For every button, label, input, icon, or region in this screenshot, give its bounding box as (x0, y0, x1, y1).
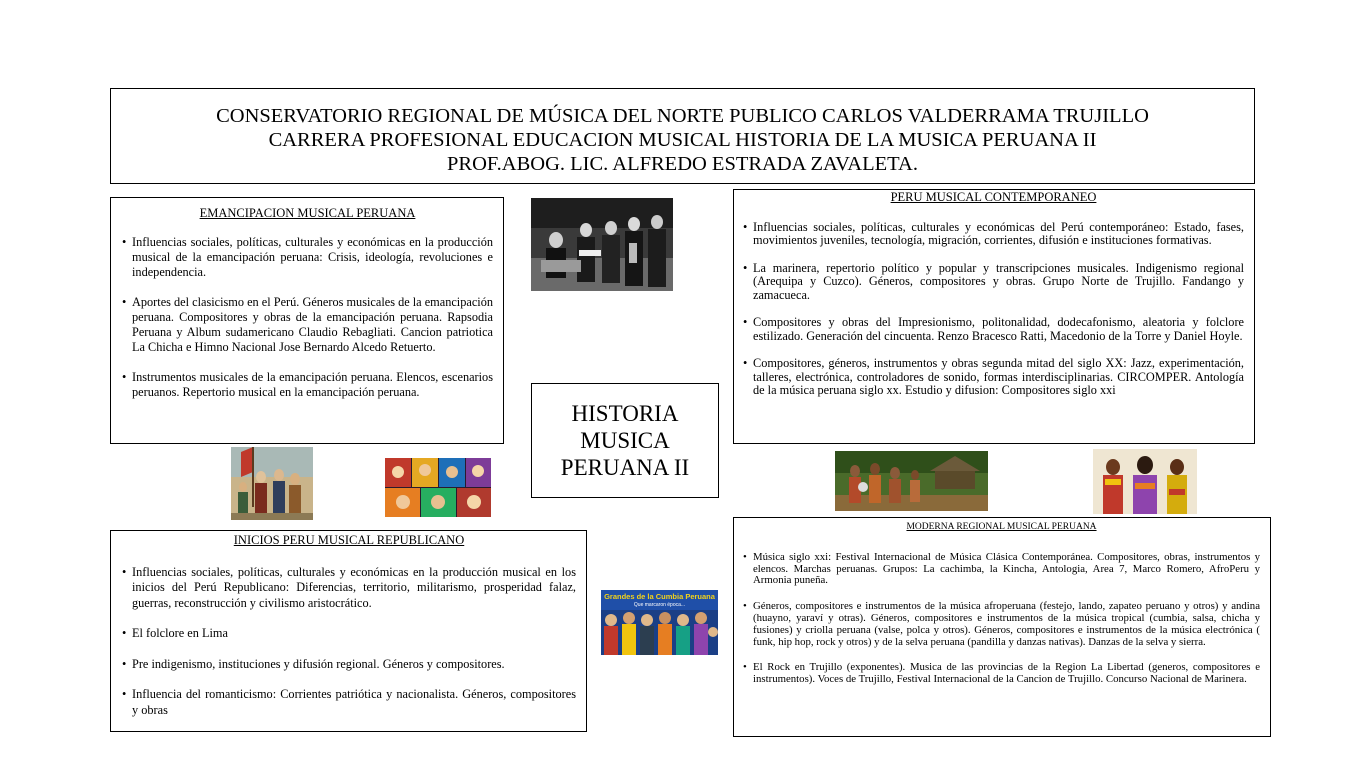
list-item: • Géneros, compositores e instrumentos de la música afroperuana (festejo, lando, zapateo peruano y otros) y andina (huayno, yaraví y otras). Géneros, compositores e instrumentos de la música tropical (cumbia, salsa, chicha y fusiones) y criolla peruana (valse, polca y otros). Géneros, compositores e instrumentos de la música electrónica ( funk, hip hop, rock y otros) y de la selva peruana (pandilla y danzas nativas). Danzas de la selva y sierra. (743, 601, 1260, 648)
list-item: • Influencias sociales, políticas, culturales y económicas del Perú contemporáneo: Estado, fases, movimientos juveniles, tecnología, migración, corrientes, difusión e instituciones formativas. (743, 221, 1244, 248)
header-box (110, 88, 1255, 184)
list-item: • Influencia del romanticismo: Corrientes patriótica y nacionalista. Géneros, compositores y obras (122, 687, 576, 718)
emancipacion-title: EMANCIPACION MUSICAL PERUANA (199, 206, 416, 220)
moderna-section (733, 517, 1271, 737)
music-collage (385, 458, 491, 517)
header-line-2: CARRERA PROFESIONAL EDUCACION MUSICAL HISTORIA DE LA MUSICA PERUANA II (268, 129, 1097, 151)
moderna-title: MODERNA REGIONAL MUSICAL PERUANA (906, 522, 1097, 532)
inicios-section (110, 530, 587, 732)
cumbia-album-subtitle: Que marcaron época... (633, 602, 686, 608)
list-item: • Instrumentos musicales de la emancipación peruana. Elencos, escenarios peruanos. Repertorio musical en la emancipación peruana. (122, 370, 493, 400)
list-item: • La marinera, repertorio político y popular y transcripciones musicales. Indigenismo regional (Arequipa y Cuzco). Géneros, compositores y obras. Grupo Norte de Trujillo. Fandango y zamacueca. (743, 262, 1244, 303)
list-item: • Compositores y obras del Impresionismo, politonalidad, dodecafonismo, aleatoria y folclore estilizado. Generación del cincuenta. Renzo Bracesco Ratti, Macedonio de la Torre y Daniel Hoyle. (743, 316, 1244, 343)
contemporaneo-section (733, 189, 1255, 444)
list-item: • Música siglo xxi: Festival Internacional de Música Clásica Contemporánea. Compositores, obras, instrumentos y elencos. Marchas peruanas. Grupos: La cachimba, la Kincha, Antologia, Area 7, Marco Romero, AfroPeru y Armonia puneña. (743, 552, 1260, 587)
center-title-box (531, 383, 719, 498)
singers-photo (1093, 449, 1197, 514)
header-line-3: PROF.ABOG. LIC. ALFREDO ESTRADA ZAVALETA. (447, 153, 918, 175)
center-title-line-2: MUSICA (580, 428, 670, 453)
center-title-line-1: HISTORIA (571, 401, 679, 426)
list-item: • Aportes del clasicismo en el Perú. Géneros musicales de la emancipación peruana. Compositores y obras de la emancipación peruana. Rapsodia Peruana y Album sudamericano Claudio Rebagliati. Cancion patriotica La Chicha e Himno Nacional Jose Bernardo Alcedo Retuerto. (122, 295, 493, 355)
list-item: • Compositores, géneros, instrumentos y obras segunda mitad del siglo XX: Jazz, experimentación, talleres, electrónica, controladores de sonido, formas interdisciplinarias. CIRCOMPER. Antología de la música peruana siglo xx. Estudio y difusion: Compositores siglo xxi (743, 357, 1244, 398)
list-item: • El Rock en Trujillo (exponentes). Musica de las provincias de la Region La Libertad (generos, compositores e instrumentos). Voces de Trujillo, Festival Internacional de la Cancion de Trujillo. Concurso Nacional de Marinera. (743, 662, 1260, 686)
emancipacion-section (110, 197, 504, 444)
contemporaneo-title: PERU MUSICAL CONTEMPORANEO (890, 190, 1097, 204)
cumbia-album-title: Grandes de la Cumbia Peruana (604, 592, 715, 601)
list-item: • Influencias sociales, políticas, culturales y económicas en la producción musical en los inicios del Perú Republicano: Diferencias, territorio, militarismo, prosperidad falaz, guerras, reconstrucción y civilismo aristocrático. (122, 565, 576, 612)
list-item: • Influencias sociales, políticas, culturales y económicas en la producción musical de la emancipación peruana: Crisis, ideología, revoluciones e independencia. (122, 235, 493, 280)
list-item: • El folclore en Lima (122, 626, 576, 642)
inicios-title: INICIOS PERU MUSICAL REPUBLICANO (233, 533, 465, 547)
band-photo (531, 198, 673, 291)
independence-painting (231, 447, 313, 520)
center-title-line-3: PERUANA II (560, 455, 690, 480)
list-item: • Pre indigenismo, instituciones y difusión regional. Géneros y compositores. (122, 657, 576, 673)
cumbia-album-cover (601, 590, 718, 655)
header-line-1: CONSERVATORIO REGIONAL DE MÚSICA DEL NORTE PUBLICO CARLOS VALDERRAMA TRUJILLO (216, 105, 1149, 127)
amazon-dancers-photo (835, 451, 988, 511)
